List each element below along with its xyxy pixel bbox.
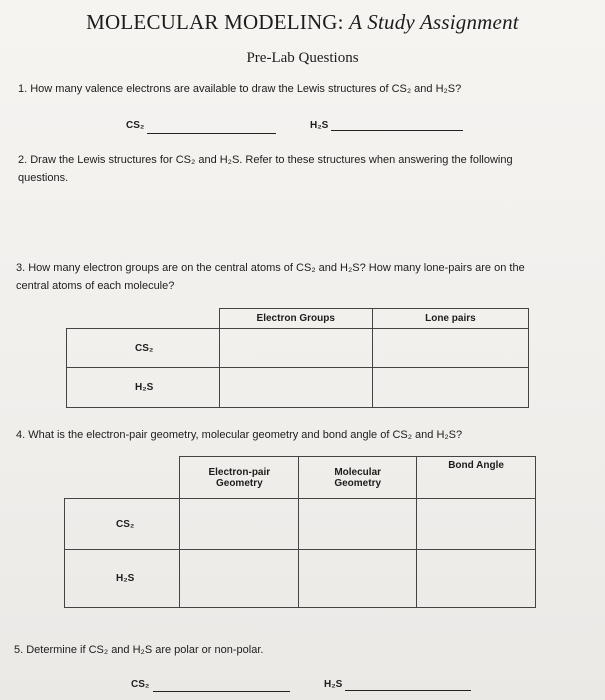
question-3: [16, 259, 601, 295]
q1-h2s-label: H₂S: [310, 120, 329, 131]
col-lone-pairs: Lone pairs: [372, 309, 528, 329]
question-5: 5. Determine if CS₂ and H₂S are polar or non-polar.: [14, 644, 264, 656]
col-molecular-geometry: Molecular Geometry: [299, 457, 417, 499]
h2s-lone-pairs-cell[interactable]: [372, 368, 528, 408]
col-electron-groups: Electron Groups: [219, 309, 372, 329]
question-3-line1: 3. How many electron groups are on the central atoms of CS₂ and H₂S? How many lone-pairs are on the: [16, 262, 525, 274]
q5-cs2-answer-line[interactable]: [153, 691, 290, 692]
question-2: [18, 151, 598, 187]
title-italic: A Study Assignment: [349, 10, 519, 34]
cs2-lone-pairs-cell[interactable]: [372, 329, 528, 368]
cs2-electron-groups-cell[interactable]: [219, 329, 372, 368]
question-4: 4. What is the electron-pair geometry, molecular geometry and bond angle of CS₂ and H₂S?: [16, 429, 463, 441]
q1-cs2-answer-line[interactable]: [147, 133, 276, 134]
table-row: [65, 550, 536, 608]
q5-cs2-label: CS₂: [131, 679, 150, 690]
h2s-electron-groups-cell[interactable]: [219, 368, 372, 408]
page-title: [0, 10, 605, 35]
q1-cs2-label: CS₂: [126, 120, 145, 131]
question-1: 1. How many valence electrons are available to draw the Lewis structures of CS₂ and H₂S?: [18, 83, 462, 95]
q5-h2s-label: H₂S: [324, 679, 343, 690]
col-bond-angle: Bond Angle: [417, 457, 536, 499]
question-3-line2: central atoms of each molecule?: [16, 280, 175, 292]
page-subtitle: Pre-Lab Questions: [246, 50, 359, 66]
geometry-table: [64, 456, 536, 608]
table-row: [67, 329, 529, 368]
h2s-bond-angle-cell[interactable]: [417, 550, 536, 608]
row-label-cs2: CS₂: [67, 329, 220, 368]
electron-groups-table: [66, 308, 529, 408]
question-2-line1: 2. Draw the Lewis structures for CS₂ and H₂S. Refer to these structures when answering the following: [18, 154, 513, 166]
table-corner-cell: [67, 309, 220, 329]
q5-h2s-answer-line[interactable]: [345, 690, 471, 691]
row-label-cs2: CS₂: [65, 499, 180, 550]
question-2-line2: questions.: [18, 172, 69, 184]
cs2-electron-pair-geometry-cell[interactable]: [180, 499, 299, 550]
h2s-molecular-geometry-cell[interactable]: [299, 550, 417, 608]
col-electron-pair-geometry: Electron-pair Geometry: [180, 457, 299, 499]
table-row: [65, 499, 536, 550]
q1-h2s-answer-line[interactable]: [331, 130, 463, 131]
row-label-h2s: H₂S: [67, 368, 220, 408]
table-header-row: [67, 309, 529, 329]
h2s-electron-pair-geometry-cell[interactable]: [180, 550, 299, 608]
table-corner-cell: [65, 457, 180, 499]
table-header-row: [65, 457, 536, 499]
title-main: MOLECULAR MODELING:: [86, 10, 350, 34]
table-row: [67, 368, 529, 408]
cs2-bond-angle-cell[interactable]: [417, 499, 536, 550]
row-label-h2s: H₂S: [65, 550, 180, 608]
cs2-molecular-geometry-cell[interactable]: [299, 499, 417, 550]
